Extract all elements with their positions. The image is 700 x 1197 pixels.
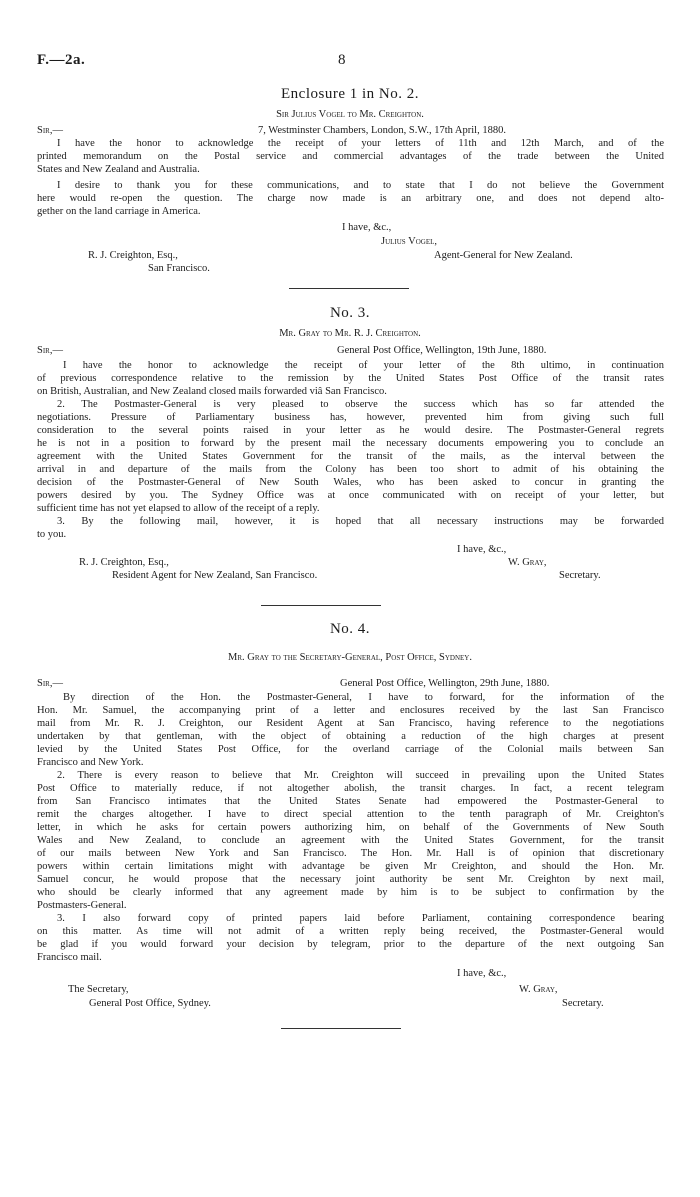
- letter-3-addressee-place: Resident Agent for New Zealand, San Francisco.: [112, 570, 318, 581]
- enclosure-signatory-title: Agent-General for New Zealand.: [434, 250, 573, 261]
- letter-3-text-line: to you.: [37, 529, 67, 540]
- enclosure-text-line: printed memorandum on the Postal service and commercial advantages of the trade between the United: [37, 151, 664, 162]
- letter-4-text-line: on this matter. As time will not admit of a written reply being received, the Postmaster-General would: [37, 926, 664, 937]
- letter-3-text-line: arrival in and departure of the mails from the Colony has been too short to admit of his obtaining the: [37, 464, 664, 475]
- letter-4-text-line: By direction of the Hon. the Postmaster-General, I have to forward, for the information of the: [63, 692, 664, 703]
- letter-4-text-line: remit the charges altogether. I have to direct special attention to the tenth paragraph of Mr. Creighton's: [37, 809, 664, 820]
- letter-3-address: General Post Office, Wellington, 19th June, 1880.: [337, 345, 547, 356]
- letter-4-text-line: from San Francisco intimates that the United States Senate had empowered the Postmaster-General to: [37, 796, 664, 807]
- letter-4-text-line: who should be clearly informed that any agreement made by him is to be subject to confirmation by the: [37, 887, 664, 898]
- letter-3-text-line: agreement with the United States Government for the transit of the mails, as the interval between the: [37, 451, 664, 462]
- enclosure-subtitle: Sir Julius Vogel to Mr. Creighton.: [276, 109, 424, 120]
- letter-4-addressee-place: General Post Office, Sydney.: [89, 998, 211, 1009]
- enclosure-text-line: gether on the land carriage in America.: [37, 206, 201, 217]
- letter-4-addressee: The Secretary,: [68, 984, 129, 995]
- section-divider: [281, 1028, 401, 1029]
- letter-3-subtitle: Mr. Gray to Mr. R. J. Creighton.: [279, 328, 421, 339]
- letter-3-text-line: he is not in a position to forward by the present mail the necessary documents empowering you to conclude an: [37, 438, 664, 449]
- letter-4-subtitle: Mr. Gray to the Secretary-General, Post Office, Sydney.: [228, 652, 472, 663]
- letter-4-text-line: levied by the United States Post Office, for the overland carriage of the Colonial mails between San: [37, 744, 664, 755]
- letter-4-text-line: of our mails between New York and San Francisco. The Hon. Mr. Hall is of opinion that discretionary: [37, 848, 664, 859]
- letter-3-text-line: consideration to the several points raised in your letter as he would desire. The Postmaster-General regrets: [37, 425, 664, 436]
- enclosure-text-line: States and New Zealand and Australia.: [37, 164, 200, 175]
- letter-4-title: No. 4.: [329, 621, 371, 637]
- letter-4-text-line: Samuel concur, he would propose that the necessary joint authority be sent Mr. Creighton by next mail,: [37, 874, 664, 885]
- enclosure-addressee: R. J. Creighton, Esq.,: [88, 250, 178, 261]
- letter-4-text-line: Post Office to materially reduce, if not altogether abolish, the transit charges. In fact, a recent telegram: [37, 783, 664, 794]
- letter-4-text-line: Postmasters-General.: [37, 900, 127, 911]
- letter-3-signatory: W. Gray,: [508, 557, 547, 568]
- page-number: 8: [338, 52, 346, 68]
- series-header: F.—2a.: [37, 52, 86, 68]
- letter-3-text-line: 2. The Postmaster-General is very pleased to observe the success which has so far attended the: [57, 399, 664, 410]
- letter-4-closing: I have, &c.,: [457, 968, 507, 979]
- letter-4-salutation: Sir,—: [37, 678, 63, 689]
- letter-3-text-line: 3. By the following mail, however, it is hoped that all necessary instructions may be forwarded: [57, 516, 664, 527]
- letter-4-text-line: Wales and New Zealand, to conclude an agreement with the United States Government, for the transit: [37, 835, 664, 846]
- letter-4-text-line: letter, in which he asks for certain powers authorizing him, on behalf of the Governments of New South: [37, 822, 664, 833]
- enclosure-text-line: I have the honor to acknowledge the receipt of your letters of 11th and 12th March, and of the: [57, 138, 664, 149]
- letter-4-text-line: Hon. Mr. Samuel, the accompanying print of a letter and enclosures received by the last San Francisco: [37, 705, 664, 716]
- letter-3-text-line: of previous correspondence relative to the remission by the United States Post Office of the transit rates: [37, 373, 664, 384]
- letter-3-addressee: R. J. Creighton, Esq.,: [79, 557, 169, 568]
- enclosure-text-line: I desire to thank you for these communications, and to state that I do not believe the Government: [57, 180, 664, 191]
- letter-3-salutation: Sir,—: [37, 345, 63, 356]
- letter-4-text-line: mail from Mr. R. J. Creighton, our Resident Agent at San Francisco, having reference to the negotiations: [37, 718, 664, 729]
- enclosure-signatory: Julius Vogel,: [381, 236, 438, 247]
- letter-3-text-line: on British, Australian, and New Zealand closed mails forwarded viâ San Francisco.: [37, 386, 387, 397]
- section-divider: [289, 288, 409, 289]
- letter-4-text-line: be glad if you would forward your decision by telegram, prior to the departure of the next outgoing San: [37, 939, 664, 950]
- letter-4-text-line: 2. There is every reason to believe that Mr. Creighton will succeed in prevailing upon the United States: [57, 770, 664, 781]
- letter-4-text-line: 3. I also forward copy of printed papers laid before Parliament, containing correspondence bearing: [57, 913, 664, 924]
- letter-4-text-line: undertaken by that gentleman, with the object of obtaining a reduction of the high charges at present: [37, 731, 664, 742]
- enclosure-salutation: Sir,—: [37, 125, 63, 136]
- letter-3-signatory-title: Secretary.: [559, 570, 601, 581]
- letter-3-title: No. 3.: [329, 305, 371, 321]
- letter-3-text-line: powers desired by you. The Sydney Office was at once communicated with on receipt of your letter, but: [37, 490, 664, 501]
- letter-3-text-line: decision of the Postmaster-General of New South Wales, who has been asked to concur in granting the: [37, 477, 664, 488]
- letter-3-text-line: negotiations. Pressure of Parliamentary business has, however, prevented him from giving such full: [37, 412, 664, 423]
- letter-4-text-line: powers within certain limitations might with advantage be given Mr Creighton, and should the Hon. Mr.: [37, 861, 664, 872]
- enclosure-closing: I have, &c.,: [342, 222, 392, 233]
- letter-3-text-line: sufficient time has not yet elapsed to allow of the receipt of a reply.: [37, 503, 320, 514]
- letter-4-signatory-title: Secretary.: [562, 998, 604, 1009]
- enclosure-addressee-place: San Francisco.: [148, 263, 210, 274]
- letter-4-signatory: W. Gray,: [519, 984, 558, 995]
- letter-3-closing: I have, &c.,: [457, 544, 507, 555]
- enclosure-title: Enclosure 1 in No. 2.: [281, 86, 419, 102]
- section-divider: [261, 605, 381, 606]
- letter-4-text-line: Francisco and New York.: [37, 757, 144, 768]
- enclosure-address: 7, Westminster Chambers, London, S.W., 17th April, 1880.: [258, 125, 506, 136]
- letter-3-text-line: I have the honor to acknowledge the receipt of your letter of the 8th ultimo, in continuation: [63, 360, 664, 371]
- enclosure-text-line: here would re-open the question. The charge now made is an arbitrary one, and does not depend alto-: [37, 193, 664, 204]
- letter-4-address: General Post Office, Wellington, 29th June, 1880.: [340, 678, 550, 689]
- letter-4-text-line: Francisco mail.: [37, 952, 102, 963]
